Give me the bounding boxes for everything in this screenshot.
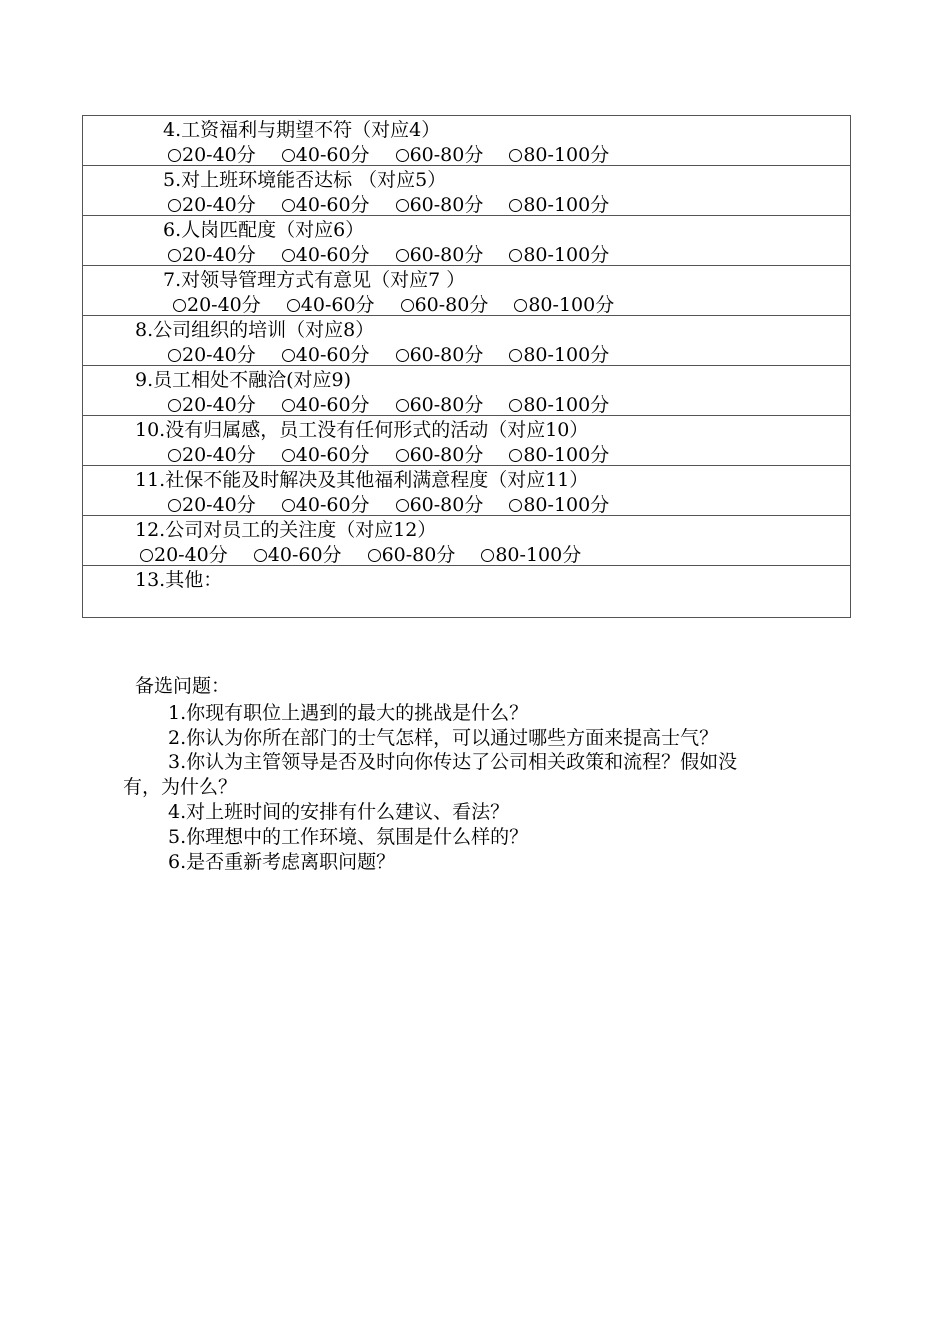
radio-circle-icon[interactable] xyxy=(282,399,295,412)
score-option-label: 80-100分 xyxy=(523,444,610,466)
question-5: 5.你理想中的工作环境、氛围是什么样的？ xyxy=(168,826,529,848)
score-option-label: 60-80分 xyxy=(409,494,484,516)
score-option[interactable] xyxy=(396,143,484,167)
score-option-label: 20-40分 xyxy=(182,244,256,266)
radio-circle-icon[interactable] xyxy=(396,149,409,162)
score-option-label: 60-80分 xyxy=(409,344,484,366)
score-option-label: 20-40分 xyxy=(182,194,256,216)
radio-circle-icon[interactable] xyxy=(168,249,181,262)
question-3: 3.你认为主管领导是否及时向你传达了公司相关政策和流程？假如没 xyxy=(168,751,738,773)
radio-circle-icon[interactable] xyxy=(173,299,186,312)
score-option[interactable] xyxy=(396,493,484,517)
score-option[interactable] xyxy=(168,143,256,167)
score-option-label: 20-40分 xyxy=(182,394,256,416)
score-option-label: 60-80分 xyxy=(409,394,484,416)
radio-circle-icon[interactable] xyxy=(168,349,181,362)
radio-circle-icon[interactable] xyxy=(509,399,522,412)
score-option-label: 60-80分 xyxy=(381,544,456,566)
score-option[interactable] xyxy=(282,343,370,367)
score-option-label: 40-60分 xyxy=(295,194,370,216)
survey-row xyxy=(83,116,850,166)
question-4: 4.对上班时间的安排有什么建议、看法？ xyxy=(168,801,510,823)
radio-circle-icon[interactable] xyxy=(396,399,409,412)
other-label: 13.其他： xyxy=(135,569,223,591)
radio-circle-icon[interactable] xyxy=(396,199,409,212)
radio-circle-icon[interactable] xyxy=(168,449,181,462)
score-option-label: 20-40分 xyxy=(187,294,261,316)
score-option-label: 40-60分 xyxy=(300,294,375,316)
score-options xyxy=(140,543,581,567)
score-options xyxy=(168,443,609,467)
score-option-label: 80-100分 xyxy=(523,144,610,166)
score-option-label: 60-80分 xyxy=(409,444,484,466)
score-option[interactable] xyxy=(509,393,609,417)
survey-table xyxy=(82,115,851,618)
score-option-label: 60-80分 xyxy=(414,294,489,316)
score-option-label: 40-60分 xyxy=(295,444,370,466)
score-options xyxy=(168,143,609,167)
score-option-label: 80-100分 xyxy=(523,194,610,216)
score-option[interactable] xyxy=(168,243,256,267)
score-option[interactable] xyxy=(514,293,614,317)
section-title: 备选问题： xyxy=(135,675,231,697)
score-option[interactable] xyxy=(282,493,370,517)
radio-circle-icon[interactable] xyxy=(401,299,414,312)
radio-circle-icon[interactable] xyxy=(168,399,181,412)
score-option-label: 60-80分 xyxy=(409,194,484,216)
radio-circle-icon[interactable] xyxy=(140,549,153,562)
radio-circle-icon[interactable] xyxy=(396,449,409,462)
radio-circle-icon[interactable] xyxy=(168,199,181,212)
survey-row xyxy=(83,316,850,366)
score-option-label: 80-100分 xyxy=(523,394,610,416)
score-option[interactable] xyxy=(509,443,609,467)
score-option-label: 80-100分 xyxy=(495,544,582,566)
row-question: 10.没有归属感，员工没有任何形式的活动（对应10） xyxy=(135,419,589,441)
score-option[interactable] xyxy=(509,193,609,217)
survey-row-other xyxy=(83,566,850,617)
radio-circle-icon[interactable] xyxy=(282,499,295,512)
score-options xyxy=(168,243,609,267)
score-option-label: 40-60分 xyxy=(295,244,370,266)
score-option[interactable] xyxy=(173,293,261,317)
radio-circle-icon[interactable] xyxy=(396,249,409,262)
survey-row xyxy=(83,516,850,566)
radio-circle-icon[interactable] xyxy=(287,299,300,312)
survey-row xyxy=(83,416,850,466)
survey-row xyxy=(83,266,850,316)
row-question: 9.员工相处不融洽(对应9) xyxy=(135,369,352,391)
radio-circle-icon[interactable] xyxy=(282,149,295,162)
score-options xyxy=(168,493,609,517)
score-option-label: 20-40分 xyxy=(182,494,256,516)
score-option[interactable] xyxy=(282,393,370,417)
score-option[interactable] xyxy=(168,193,256,217)
score-options xyxy=(168,343,609,367)
radio-circle-icon[interactable] xyxy=(282,199,295,212)
score-option-label: 60-80分 xyxy=(409,244,484,266)
radio-circle-icon[interactable] xyxy=(168,149,181,162)
row-question: 7.对领导管理方式有意见（对应7 ） xyxy=(163,269,466,291)
score-option-label: 40-60分 xyxy=(295,144,370,166)
score-options xyxy=(168,193,609,217)
question-2: 2.你认为你所在部门的士气怎样，可以通过哪些方面来提高士气？ xyxy=(168,727,719,749)
score-option-label: 80-100分 xyxy=(523,494,610,516)
survey-row xyxy=(83,466,850,516)
radio-circle-icon[interactable] xyxy=(481,549,494,562)
score-option[interactable] xyxy=(396,343,484,367)
score-option[interactable] xyxy=(396,393,484,417)
radio-circle-icon[interactable] xyxy=(254,549,267,562)
score-option-label: 20-40分 xyxy=(182,344,256,366)
score-option[interactable] xyxy=(509,493,609,517)
radio-circle-icon[interactable] xyxy=(396,349,409,362)
score-option[interactable] xyxy=(282,443,370,467)
score-option[interactable] xyxy=(509,243,609,267)
question-3-continued: 有，为什么？ xyxy=(123,776,238,798)
score-option[interactable] xyxy=(401,293,489,317)
radio-circle-icon[interactable] xyxy=(509,199,522,212)
score-option-label: 40-60分 xyxy=(295,344,370,366)
radio-circle-icon[interactable] xyxy=(509,449,522,462)
survey-row xyxy=(83,366,850,416)
radio-circle-icon[interactable] xyxy=(514,299,527,312)
score-options xyxy=(173,293,614,317)
row-question: 5.对上班环境能否达标 （对应5） xyxy=(163,169,447,191)
score-option[interactable] xyxy=(282,243,370,267)
radio-circle-icon[interactable] xyxy=(282,349,295,362)
score-option[interactable] xyxy=(140,543,228,567)
row-question: 12.公司对员工的关注度（对应12） xyxy=(135,519,437,541)
radio-circle-icon[interactable] xyxy=(396,499,409,512)
radio-circle-icon[interactable] xyxy=(282,449,295,462)
row-question: 4.工资福利与期望不符（对应4） xyxy=(163,119,441,141)
row-question: 11.社保不能及时解决及其他福利满意程度（对应11） xyxy=(135,469,589,491)
score-option[interactable] xyxy=(282,143,370,167)
radio-circle-icon[interactable] xyxy=(168,499,181,512)
score-option[interactable] xyxy=(168,443,256,467)
score-option-label: 80-100分 xyxy=(523,244,610,266)
score-option-label: 40-60分 xyxy=(267,544,342,566)
score-option[interactable] xyxy=(396,193,484,217)
score-option-label: 40-60分 xyxy=(295,394,370,416)
radio-circle-icon[interactable] xyxy=(509,349,522,362)
score-option-label: 80-100分 xyxy=(528,294,615,316)
survey-row xyxy=(83,166,850,216)
score-option[interactable] xyxy=(168,493,256,517)
score-option[interactable] xyxy=(254,543,342,567)
radio-circle-icon[interactable] xyxy=(509,149,522,162)
score-option-label: 20-40分 xyxy=(182,144,256,166)
question-1: 1.你现有职位上遇到的最大的挑战是什么？ xyxy=(168,702,529,724)
score-option-label: 80-100分 xyxy=(523,344,610,366)
radio-circle-icon[interactable] xyxy=(509,499,522,512)
score-option[interactable] xyxy=(287,293,375,317)
score-option[interactable] xyxy=(396,243,484,267)
row-question: 6.人岗匹配度（对应6） xyxy=(163,219,365,241)
score-option[interactable] xyxy=(368,543,456,567)
score-option-label: 20-40分 xyxy=(154,544,228,566)
score-option[interactable] xyxy=(168,343,256,367)
score-option[interactable] xyxy=(396,443,484,467)
survey-row xyxy=(83,216,850,266)
score-option-label: 40-60分 xyxy=(295,494,370,516)
score-options xyxy=(168,393,609,417)
score-option-label: 60-80分 xyxy=(409,144,484,166)
score-option[interactable] xyxy=(481,543,581,567)
score-option[interactable] xyxy=(282,193,370,217)
radio-circle-icon[interactable] xyxy=(282,249,295,262)
question-6: 6.是否重新考虑离职问题？ xyxy=(168,851,396,873)
radio-circle-icon[interactable] xyxy=(368,549,381,562)
score-option-label: 20-40分 xyxy=(182,444,256,466)
radio-circle-icon[interactable] xyxy=(509,249,522,262)
score-option[interactable] xyxy=(509,143,609,167)
score-option[interactable] xyxy=(168,393,256,417)
row-question: 8.公司组织的培训（对应8） xyxy=(135,319,375,341)
score-option[interactable] xyxy=(509,343,609,367)
